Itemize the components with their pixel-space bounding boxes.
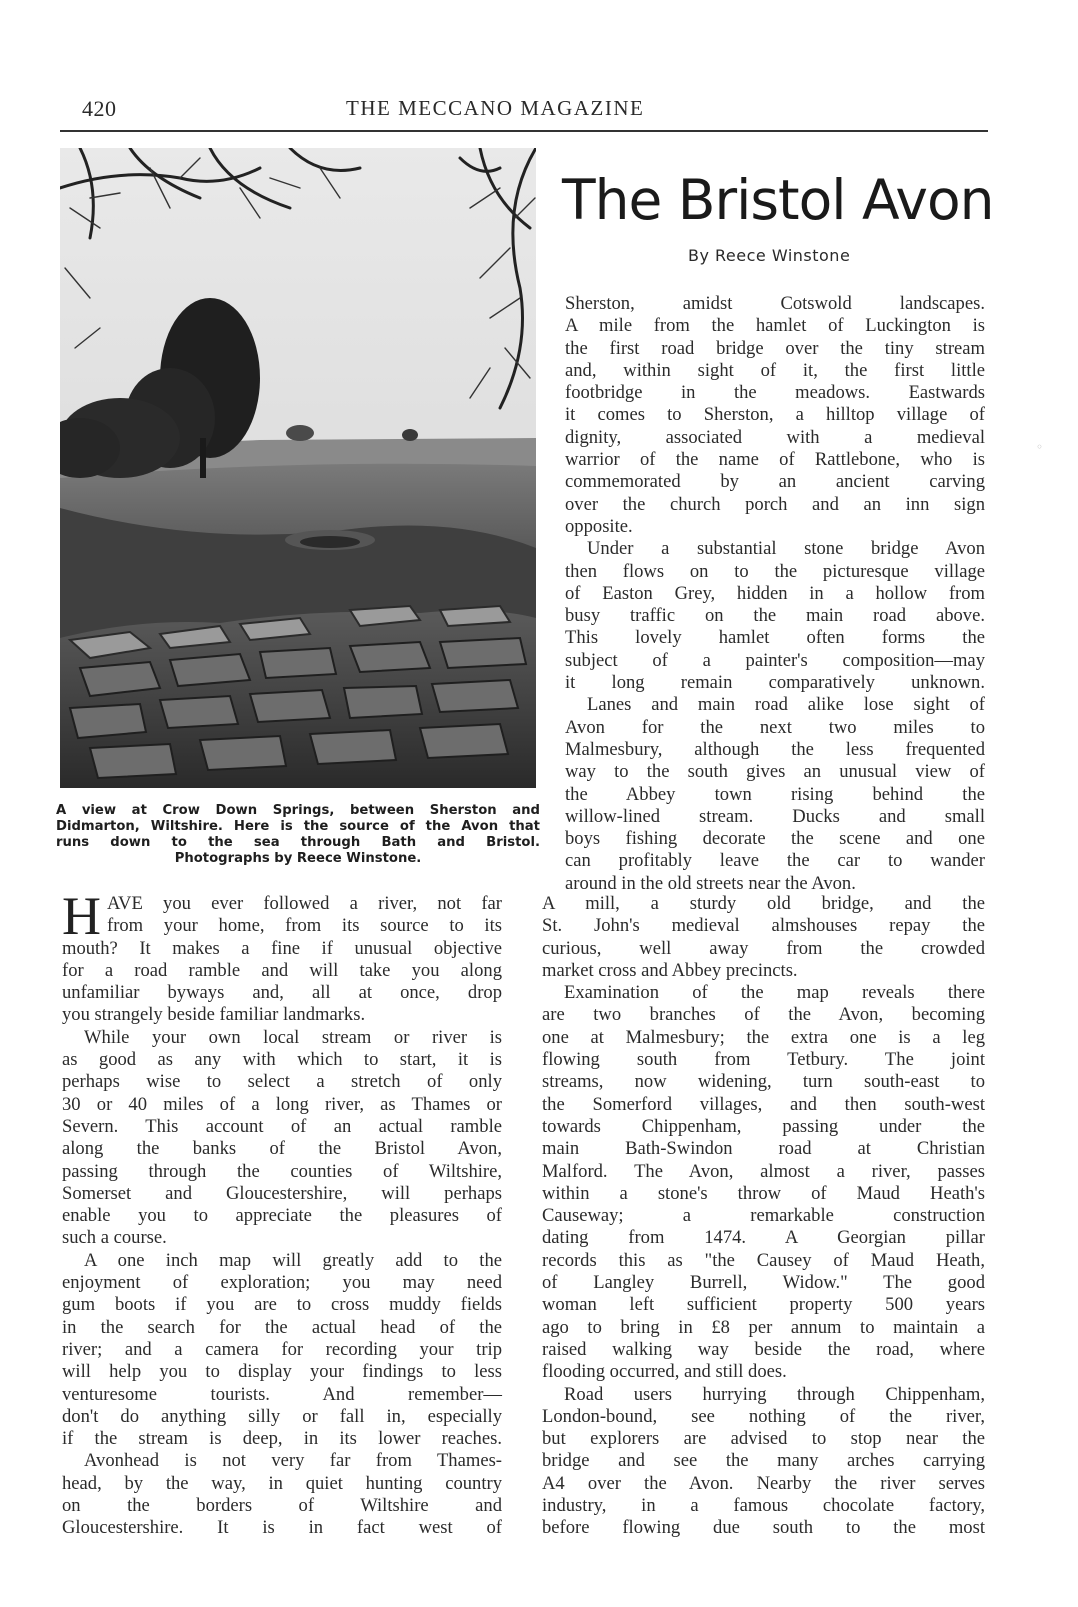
text-line: While your own local stream or river is: [84, 1026, 502, 1048]
text-line: passing through the counties of Wiltshire,: [62, 1160, 502, 1182]
text-line: dating from 1474. A Georgian pillar: [542, 1227, 985, 1249]
text-line: of Langley Burrell, Widow." The good: [542, 1272, 985, 1294]
text-line: way to the south gives an unusual view of: [565, 761, 985, 783]
running-head: THE MECCANO MAGAZINE: [346, 96, 645, 120]
text-line: from your home, from its source to its: [107, 915, 502, 937]
text-line: woman left sufficient property 500 years: [542, 1294, 985, 1316]
text-line: Lanes and main road alike lose sight of: [587, 694, 985, 716]
text-line: London-bound, see nothing of the river,: [542, 1405, 985, 1427]
text-line: unfamiliar byways and, all at once, drop: [62, 982, 502, 1004]
text-line: commemorated by an ancient carving: [565, 471, 985, 493]
text-line: don't do anything silly or fall in, especially: [62, 1405, 502, 1427]
text-line: of Easton Grey, hidden in a hollow from: [565, 582, 985, 604]
text-line: towards Chippenham, passing under the: [542, 1115, 985, 1137]
text-line: Somerset and Gloucestershire, will perhaps: [62, 1182, 502, 1204]
photo-caption: [56, 803, 540, 867]
text-line: Causeway; a remarkable construction: [542, 1205, 985, 1227]
text-line: the Abbey town rising behind the: [565, 783, 985, 805]
text-line: around in the old streets near the Avon.: [565, 872, 856, 894]
text-line: willow-lined stream. Ducks and small: [565, 805, 985, 827]
photograph-crow-down-springs: [60, 148, 536, 788]
text-line: Avon for the next two miles to: [565, 716, 985, 738]
text-line: one at Malmesbury; the extra one is a leg: [542, 1026, 985, 1048]
text-line: Road users hurrying through Chippenham,: [564, 1383, 985, 1405]
text-line: bridge and see the many arches carrying: [542, 1450, 985, 1472]
text-line: footbridge in the meadows. Eastwards: [565, 382, 985, 404]
text-line: for a road ramble and will take you along: [62, 959, 502, 981]
text-line: but explorers are advised to stop near the: [542, 1428, 985, 1450]
text-line: you strangely beside familiar landmarks.: [62, 1004, 366, 1026]
text-line: A mill, a sturdy old bridge, and the: [542, 893, 985, 914]
text-line: then flows on to the picturesque village: [565, 560, 985, 582]
text-line: dignity, associated with a medieval: [565, 426, 985, 448]
text-line: A mile from the hamlet of Luckington is: [565, 315, 985, 337]
text-line: records this as "the Causey of Maud Heath,: [542, 1249, 985, 1271]
text-line: the Somerford villages, and then south-west: [542, 1093, 985, 1115]
text-line: Avonhead is not very far from Thames-: [84, 1450, 502, 1472]
text-line: within a stone's throw of Maud Heath's: [542, 1182, 985, 1204]
text-line: head, by the way, in quiet hunting country: [62, 1472, 502, 1494]
right-column-bottom: [542, 893, 985, 1540]
text-line: Malford. The Avon, almost a river, passes: [542, 1160, 985, 1182]
article-byline: By Reece Winstone: [688, 246, 851, 265]
text-line: perhaps wise to select a stretch of only: [62, 1071, 502, 1093]
caption-credit: Photographs by Reece Winstone.: [174, 851, 422, 866]
page-number: 420: [82, 96, 117, 121]
text-line: 30 or 40 miles of a long river, as Thames or: [62, 1093, 502, 1115]
text-line: This lovely hamlet often forms the: [565, 627, 985, 649]
left-column: [62, 886, 502, 1540]
text-line: on the borders of Wiltshire and: [62, 1495, 502, 1517]
text-line: gum boots if you are to cross muddy fields: [62, 1294, 502, 1316]
header-rule: [60, 130, 988, 132]
article-title: The Bristol Avon: [562, 168, 994, 232]
caption-line: runs down to the sea through Bath and Bristol.: [56, 835, 540, 850]
text-line: Under a substantial stone bridge Avon: [587, 538, 985, 560]
text-line: such a course.: [62, 1227, 167, 1249]
text-line: it long remain comparatively unknown.: [565, 672, 985, 694]
text-line: in the search for the actual head of the: [62, 1316, 502, 1338]
caption-line: A view at Crow Down Springs, between Sherston and: [56, 803, 540, 818]
text-line: boys fishing decorate the scene and one: [565, 828, 985, 850]
text-line: the first road bridge over the tiny stream: [565, 337, 985, 359]
text-line: venturesome tourists. And remember—: [62, 1383, 502, 1405]
text-line: St. John's medieval almshouses repay the: [542, 915, 985, 937]
text-line: subject of a painter's composition—may: [565, 649, 985, 671]
text-line: before flowing due south to the most: [542, 1517, 985, 1539]
text-line: Malmesbury, although the less frequented: [565, 738, 985, 760]
text-line: market cross and Abbey precincts.: [542, 959, 798, 981]
text-line: flooding occurred, and still does.: [542, 1361, 787, 1383]
drop-cap: H: [62, 886, 101, 946]
text-line: Sherston, amidst Cotswold landscapes.: [565, 293, 985, 314]
text-line: curious, well away from the crowded: [542, 937, 985, 959]
text-line: AVE you ever followed a river, not far: [107, 893, 502, 914]
text-line: it comes to Sherston, a hilltop village of: [565, 404, 985, 426]
text-line: can profitably leave the car to wander: [565, 850, 985, 872]
text-line: and, within sight of it, the first little: [565, 359, 985, 381]
text-line: over the church porch and an inn sign: [565, 493, 985, 515]
text-line: Gloucestershire. It is in fact west of: [62, 1517, 502, 1539]
text-line: main Bath-Swindon road at Christian: [542, 1138, 985, 1160]
margin-mark: ◦: [1036, 440, 1044, 454]
text-line: are two branches of the Avon, becoming: [542, 1004, 985, 1026]
text-line: industry, in a famous chocolate factory,: [542, 1495, 985, 1517]
text-line: Examination of the map reveals there: [564, 982, 985, 1004]
text-line: A4 over the Avon. Nearby the river serves: [542, 1472, 985, 1494]
text-line: A one inch map will greatly add to the: [84, 1249, 502, 1271]
text-line: Severn. This account of an actual ramble: [62, 1115, 502, 1137]
text-line: raised walking way beside the road, where: [542, 1338, 985, 1360]
text-line: enjoyment of exploration; you may need: [62, 1272, 502, 1294]
text-line: enable you to appreciate the pleasures of: [62, 1205, 502, 1227]
text-line: streams, now widening, turn south-east to: [542, 1071, 985, 1093]
text-line: opposite.: [565, 515, 633, 537]
caption-line: Didmarton, Wiltshire. Here is the source of the Avon that: [56, 819, 540, 834]
text-line: flowing south from Tetbury. The joint: [542, 1049, 985, 1071]
right-column-top: [565, 293, 985, 895]
text-line: ago to bring in £8 per annum to maintain a: [542, 1316, 985, 1338]
text-line: mouth? It makes a fine if unusual objective: [62, 937, 502, 959]
text-line: will help you to display your findings to less: [62, 1361, 502, 1383]
text-line: warrior of the name of Rattlebone, who is: [565, 449, 985, 471]
text-line: as good as any with which to start, it is: [62, 1049, 502, 1071]
text-line: if the stream is deep, in its lower reaches.: [62, 1428, 502, 1450]
text-line: busy traffic on the main road above.: [565, 605, 985, 627]
text-line: river; and a camera for recording your trip: [62, 1338, 502, 1360]
text-line: along the banks of the Bristol Avon,: [62, 1138, 502, 1160]
